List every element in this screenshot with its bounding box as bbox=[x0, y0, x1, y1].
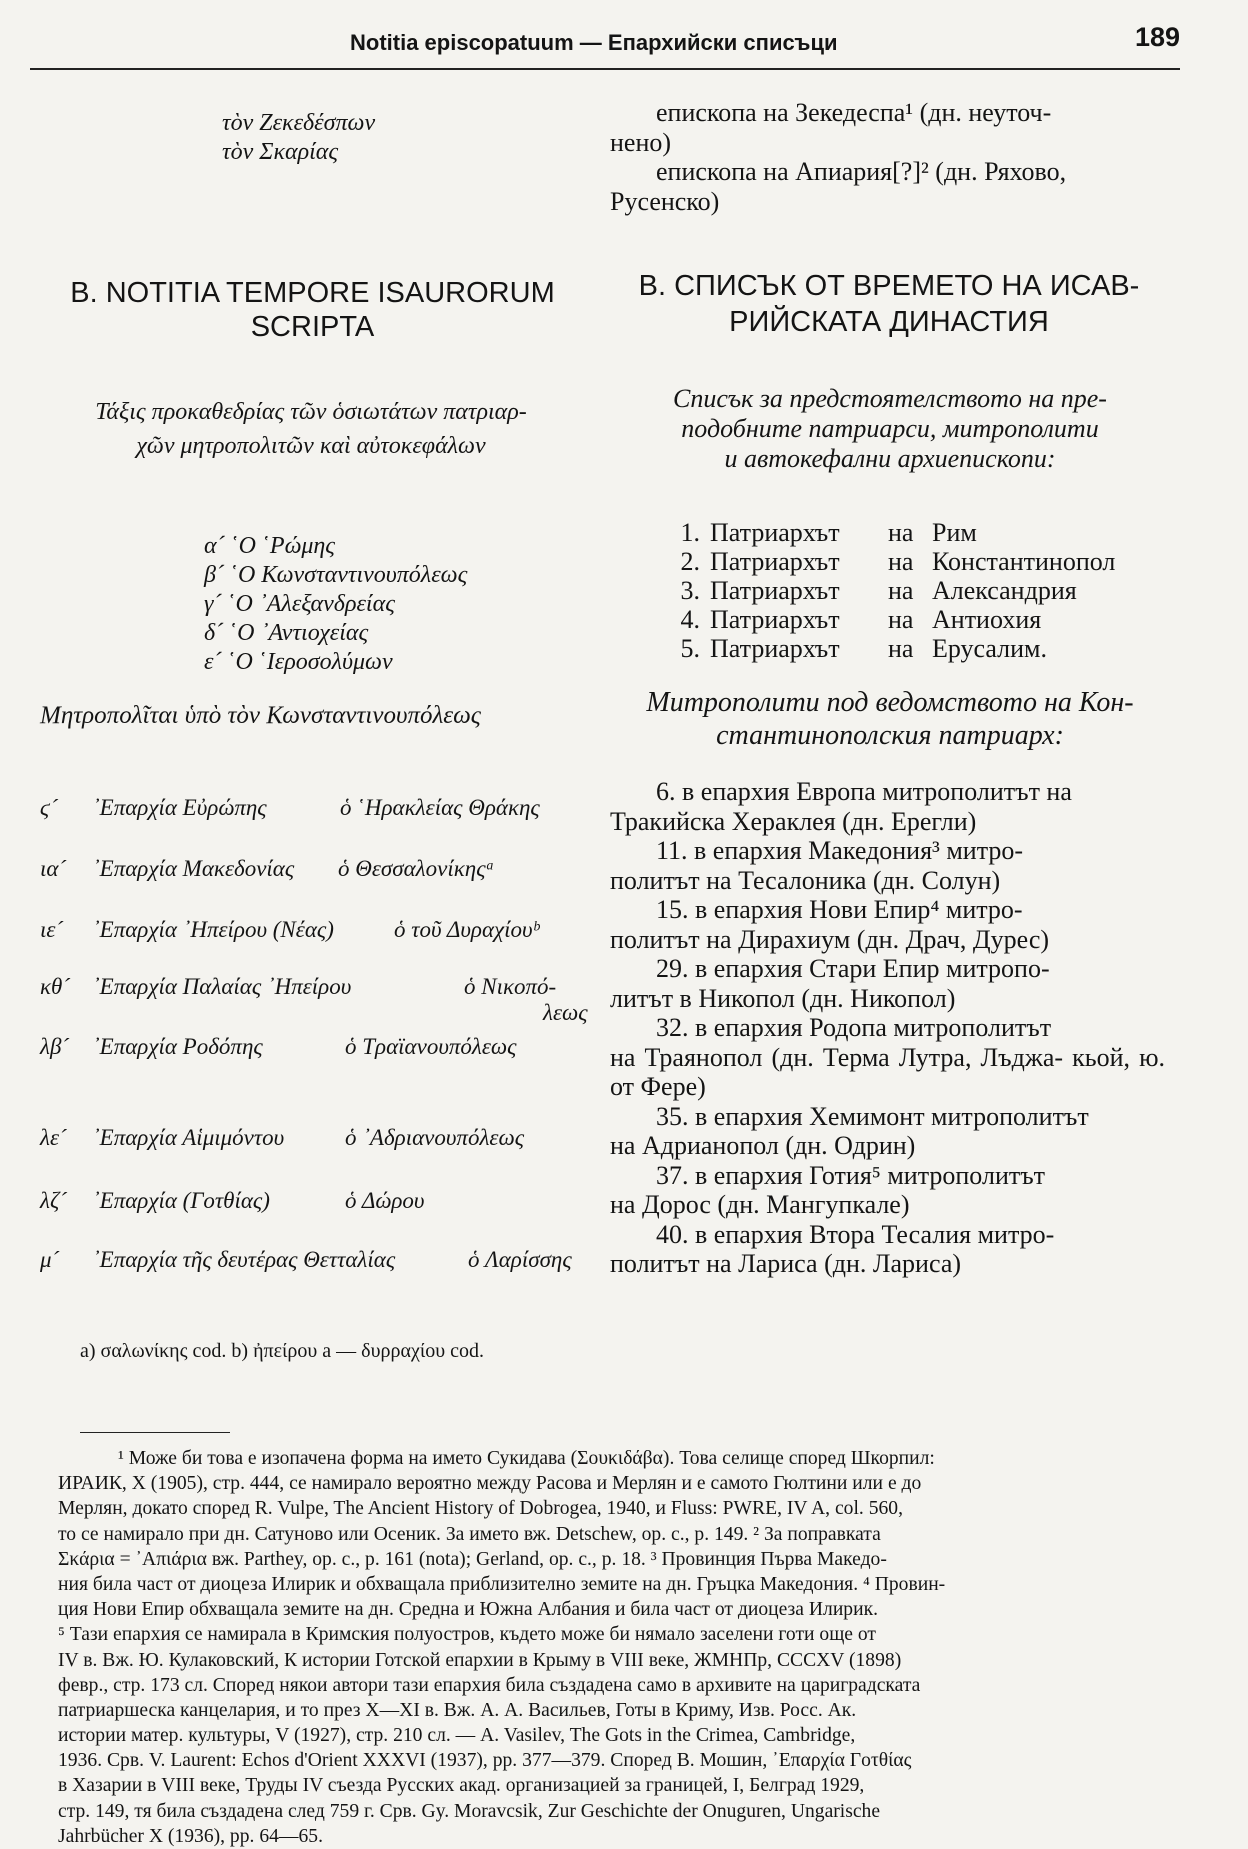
province-number: μ´ bbox=[40, 1247, 60, 1272]
heading-line: SCRIPTA bbox=[250, 311, 375, 343]
footnote-line: стр. 149, тя била създадена след 759 г. Срв. Gy. Moravcsik, Zur Geschichte der Onuguren, Ungarische bbox=[58, 1800, 881, 1822]
greek-subtitle bbox=[26, 395, 596, 463]
footnote-line: февр., стр. 173 сл. Според някои автори тази епархия била създадена само в архивите на цариградската bbox=[58, 1674, 921, 1696]
item-title: Патриархът bbox=[710, 634, 840, 663]
footnote-line: патриаршеска канцелария, и то през X—XI в. Вж. А. А. Васильев, Готы в Криму, Изв. Росс. Ак. bbox=[58, 1699, 857, 1721]
greek-line: τὸν Ζεκεδέσπων bbox=[222, 110, 376, 136]
patriarch-greek: α´ ῾Ο ῾Ρώμης bbox=[204, 533, 336, 559]
bulgarian-subtitle bbox=[612, 384, 1168, 474]
province-name: ᾽Επαρχία ᾽Ηπείρου (Νέας) bbox=[92, 917, 334, 942]
province-number: λβ´ bbox=[40, 1034, 70, 1059]
footnote-line: ция Нови Епир обхващала земите на дн. Средна и Южна Албания и била част от диоцеза Илирик. bbox=[58, 1599, 879, 1621]
item-number: 2. bbox=[680, 547, 700, 576]
text-line: 35. в епархия Хемимонт митрополитът bbox=[656, 1101, 1089, 1131]
text-line: епископа на Апиария[?]² (дн. Ряхово, bbox=[656, 157, 1067, 186]
province-name: ᾽Επαρχία Παλαίας ᾽Ηπείρου bbox=[92, 974, 352, 999]
item-number: 1. bbox=[680, 518, 700, 547]
province-see: ὁ Θεσσαλονίκηςᵃ bbox=[338, 856, 495, 881]
text-line: епископа на Зекедеспа¹ (дн. неуточ- bbox=[656, 98, 1052, 127]
text-line: на Траянопол (дн. Терма Лутра, Лъджа- bbox=[610, 1042, 1064, 1072]
greek-line: τὸν Σκαρίας bbox=[222, 139, 339, 165]
running-title: Notitia episcopatuum — Епархийски списъци bbox=[350, 30, 838, 55]
heading-line: B. NOTITIA TEMPORE ISAURORUM bbox=[70, 277, 555, 309]
province-see-continued: λεως bbox=[543, 1000, 588, 1025]
province-name: ᾽Επαρχία Ροδόπης bbox=[92, 1034, 263, 1059]
footnote-line: ⁵ Тази епархия се намирала в Кримския полуостров, където може би нямало заселени готи още от bbox=[58, 1624, 876, 1646]
province-see: ὁ ῾Ηρακλείας Θράκης bbox=[340, 795, 540, 820]
province-number: κθ´ bbox=[40, 974, 70, 999]
text-line: 32. в епархия Родопа митрополитът bbox=[656, 1013, 1052, 1042]
footnote-line: 1936. Срв. V. Laurent: Echos d'Orient XXXVI (1937), pp. 377—379. Според В. Мошин, ᾽Επαρχία Γοτθίας bbox=[58, 1750, 912, 1772]
patriarch-item bbox=[668, 576, 1077, 606]
footnote-line: истории матер. культуры, V (1927), стр. 210 сл. — A. Vasilev, The Gots in the Crimea, Cambridge, bbox=[58, 1725, 856, 1747]
subtitle-line: и автокефални архиепископи: bbox=[724, 444, 1056, 473]
page-number: 189 bbox=[1134, 22, 1180, 52]
section-heading-latin bbox=[40, 276, 585, 344]
patriarch-greek: ε´ ῾Ο ῾Ιεροσολύμων bbox=[204, 649, 393, 675]
heading-line: Митрополити под ведомството на Кон- bbox=[646, 687, 1134, 718]
footnote-line: то се намирало при дн. Сатуново или Осеник. За името вж. Detschew, op. c., p. 149. ² За поправката bbox=[58, 1523, 881, 1545]
item-number: 5. bbox=[680, 634, 700, 663]
bulgarian-provinces-text bbox=[610, 777, 1165, 1279]
item-prep: на bbox=[888, 605, 914, 634]
province-see: ὁ ᾽Αδριανουπόλεως bbox=[345, 1125, 525, 1150]
subtitle-line: χῶν μητροπολιτῶν καὶ αὐτοκεφάλων bbox=[136, 433, 486, 459]
text-line: Русенско) bbox=[610, 186, 720, 216]
footnote-line: в Хазарии в VIII веке, Труды IV съезда Русских акад. организацией за границей, I, Белград 1929, bbox=[58, 1775, 865, 1797]
bulgarian-top-text bbox=[610, 98, 1165, 216]
subtitle-line: подобните патриарси, митрополити bbox=[681, 414, 1099, 443]
footnotes bbox=[58, 1446, 1198, 1849]
critical-apparatus: a) σαλωνίκης cod. b) ἠπείρου a — δυρραχίου cod. bbox=[80, 1340, 484, 1362]
province-number: ϛ´ bbox=[40, 795, 58, 820]
province-see: ὁ Δώρου bbox=[345, 1188, 425, 1213]
footnote-rule bbox=[80, 1432, 230, 1433]
heading-line: стантинополския патриарх: bbox=[716, 720, 1064, 751]
subtitle-line: Τάξις προκαθεδρίας τῶν ὁσιωτάτων πατριαρ- bbox=[95, 399, 527, 425]
text-line: 11. в епархия Македония³ митро- bbox=[656, 836, 1024, 865]
province-see: ὁ Λαρίσσης bbox=[468, 1247, 572, 1272]
province-number: ια´ bbox=[40, 856, 67, 881]
patriarch-greek: γ´ ῾Ο ᾽Αλεξανδρείας bbox=[204, 591, 395, 617]
item-prep: на bbox=[888, 576, 914, 605]
text-line: 29. в епархия Стари Епир митропо- bbox=[656, 954, 1050, 983]
province-see: ὁ Νικοπό- bbox=[464, 974, 557, 999]
province-see: ὁ τοῦ Δυραχίουᵇ bbox=[394, 917, 539, 942]
province-number: ιε´ bbox=[40, 917, 64, 942]
text-line: литът в Никопол (дн. Никопол) bbox=[610, 983, 956, 1013]
greek-metropolitans-heading: Μητροπολῖται ὑπὸ τὸν Κωνσταντινουπόλεως bbox=[40, 702, 481, 729]
text-line: 6. в епархия Европа митрополитът на bbox=[656, 777, 1072, 806]
text-line: политът на Тесалоника (дн. Солун) bbox=[610, 865, 1001, 895]
patriarch-item bbox=[668, 634, 1047, 664]
item-title: Патриархът bbox=[710, 605, 840, 634]
item-prep: на bbox=[888, 634, 914, 663]
item-see: Александрия bbox=[932, 576, 1077, 605]
footnote-line: IV в. Вж. Ю. Кулаковский, К истории Готской епархии в Крыму в VIII веке, ЖМНПр, CCCXV (1898) bbox=[58, 1649, 902, 1671]
item-prep: на bbox=[888, 547, 914, 576]
text-line: нено) bbox=[610, 127, 672, 157]
item-see: Константинопол bbox=[932, 547, 1116, 576]
patriarch-item bbox=[668, 518, 977, 548]
patriarch-greek: β´ ῾Ο Κωνσταντινουπόλεως bbox=[204, 562, 468, 588]
item-see: Антиохия bbox=[932, 605, 1042, 634]
footnote-line: ИРАИК, X (1905), стр. 444, се намирало вероятно между Расова и Мерлян и е самото Гюлтини или е до bbox=[58, 1473, 922, 1495]
item-see: Ерусалим. bbox=[932, 634, 1048, 663]
province-name: ᾽Επαρχία (Γοτθίας) bbox=[92, 1188, 270, 1213]
patriarch-item bbox=[668, 605, 1041, 635]
province-number: λζ´ bbox=[40, 1188, 67, 1213]
text-line: кьой, ю. от Фере) bbox=[610, 1042, 1165, 1101]
item-number: 4. bbox=[680, 605, 700, 634]
footnote-line: Мерлян, докато според R. Vulpe, The Ancient History of Dobrogea, 1940, и Fluss: PWRE, IV A, col. 560, bbox=[58, 1498, 903, 1520]
heading-line: В. СПИСЪК ОТ ВРЕМЕТО НА ИСАВ- bbox=[638, 270, 1140, 302]
text-line: на Дорос (дн. Мангупкале) bbox=[610, 1190, 910, 1219]
item-title: Патриархът bbox=[710, 576, 840, 605]
footnote-line: ния била част от диоцеза Илирик и обхващала приблизително земите на дн. Гръцка Македония. ⁴ Провин- bbox=[58, 1573, 946, 1595]
province-see: ὁ Τραϊανουπόλεως bbox=[345, 1034, 517, 1059]
text-line: политът на Лариса (дн. Лариса) bbox=[610, 1249, 962, 1278]
item-title: Патриархът bbox=[710, 547, 840, 576]
item-prep: на bbox=[888, 518, 914, 547]
subtitle-line: Списък за предстоятелството на пре- bbox=[673, 384, 1107, 413]
item-number: 3. bbox=[680, 576, 700, 605]
province-name: ᾽Επαρχία τῆς δευτέρας Θετταλίας bbox=[92, 1247, 396, 1272]
item-see: Рим bbox=[932, 518, 977, 547]
patriarch-item bbox=[668, 547, 1115, 577]
running-head bbox=[30, 18, 1180, 68]
footnote-line: Σκάρια = ᾽Απιάρια вж. Parthey, op. c., p. 161 (nota); Gerland, op. c., p. 18. ³ Провинция Първа Македо- bbox=[58, 1548, 887, 1570]
heading-line: РИЙСКАТА ДИНАСТИЯ bbox=[729, 306, 1049, 338]
province-name: ᾽Επαρχία Μακεδονίας bbox=[92, 856, 295, 881]
text-line: 15. в епархия Нови Епир⁴ митро- bbox=[656, 895, 1023, 924]
footnote-line: Jahrbücher X (1936), pp. 64—65. bbox=[58, 1825, 324, 1847]
text-line: Тракийска Хераклея (дн. Ерегли) bbox=[610, 806, 977, 836]
text-line: 40. в епархия Втора Тесалия митро- bbox=[656, 1219, 1055, 1249]
bulgarian-metropolitans-heading bbox=[612, 686, 1168, 752]
text-line: 37. в епархия Готия⁵ митрополитът bbox=[656, 1160, 1046, 1190]
province-name: ᾽Επαρχία Αἱμιμόντου bbox=[92, 1125, 285, 1150]
patriarch-greek: δ´ ῾Ο ᾽Αντιοχείας bbox=[204, 620, 369, 646]
section-heading-bulgarian bbox=[614, 268, 1164, 340]
footnote-line: ¹ Може би това е изопачена форма на името Сукидава (Σουκιδάβα). Това селище според Шкорпил: bbox=[118, 1448, 935, 1469]
province-name: ᾽Επαρχία Εὐρώπης bbox=[92, 795, 267, 820]
item-title: Патриархът bbox=[710, 518, 840, 547]
text-line: на Адрианопол (дн. Одрин) bbox=[610, 1131, 916, 1160]
header-rule bbox=[30, 68, 1180, 70]
text-line: политът на Дирахиум (дн. Драч, Дурес) bbox=[610, 924, 1050, 954]
province-number: λε´ bbox=[40, 1125, 67, 1150]
